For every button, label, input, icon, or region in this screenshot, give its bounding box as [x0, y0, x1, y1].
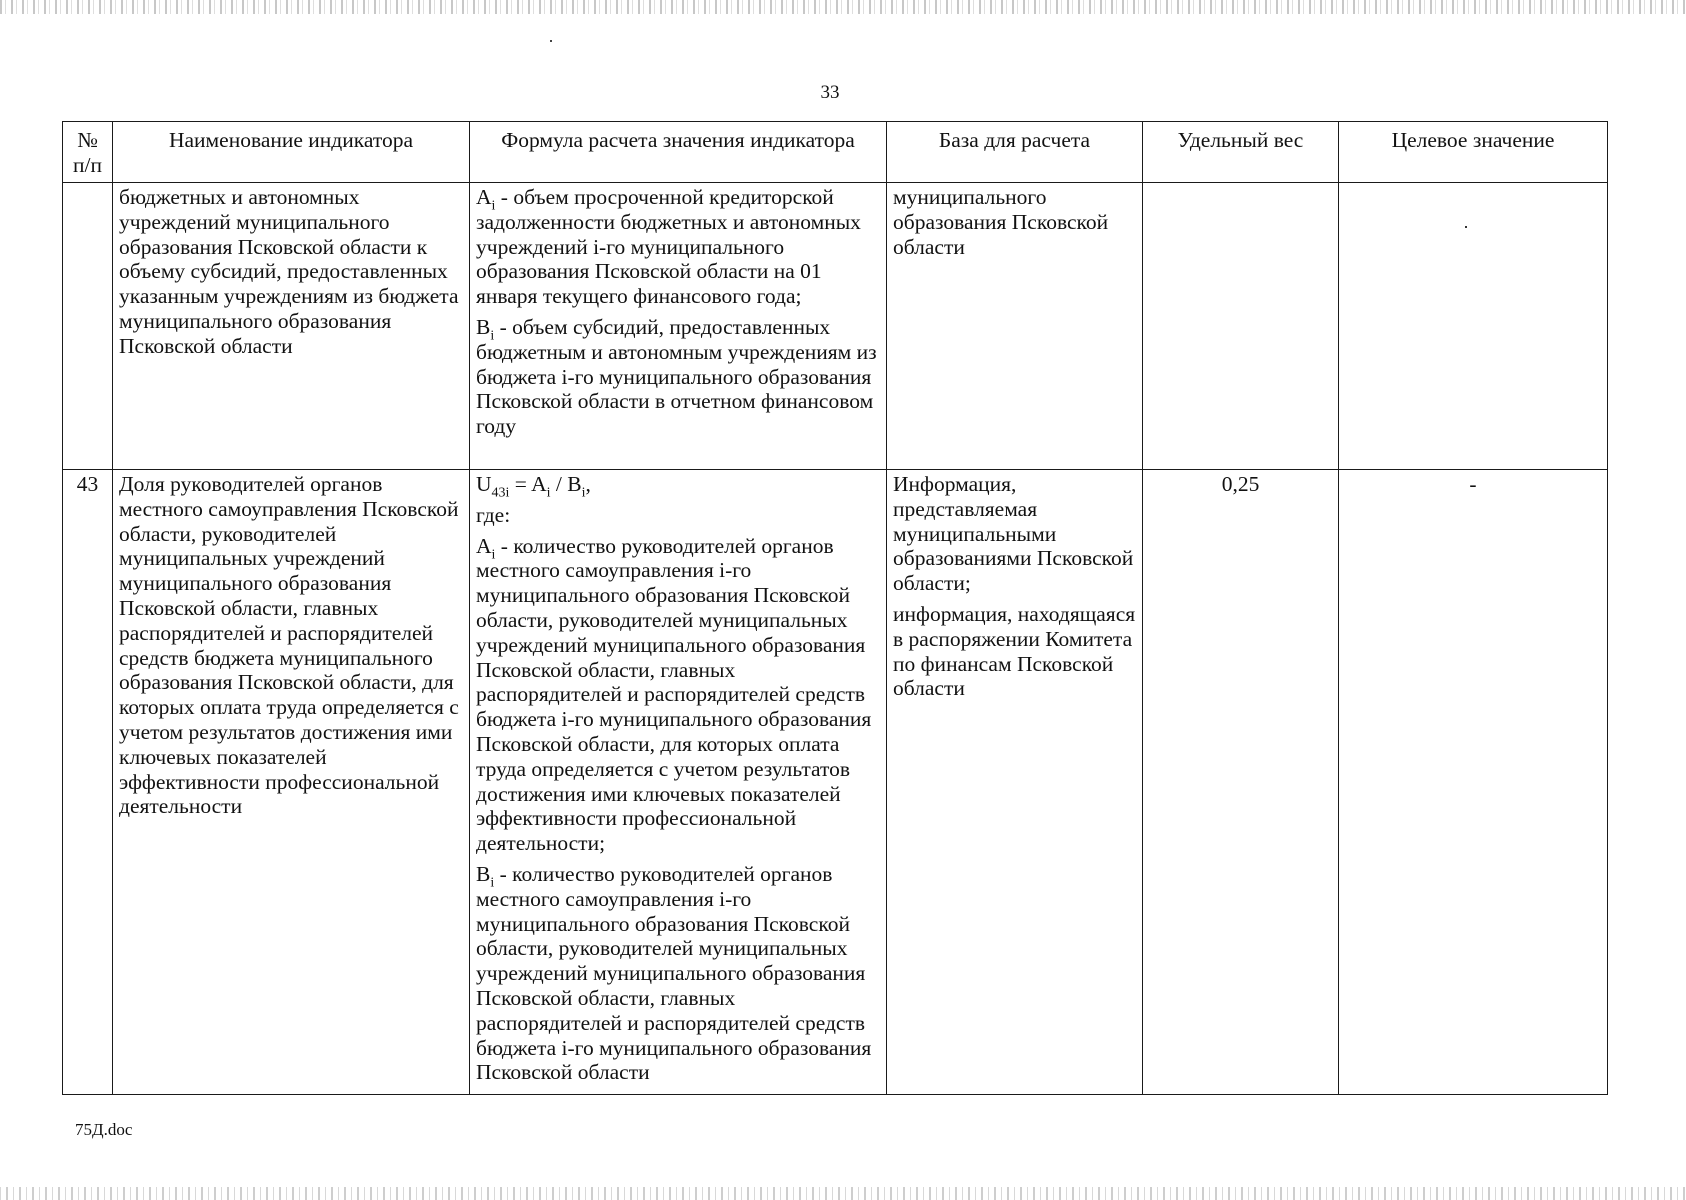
- formula-definition-b: $B_i$ - объем субсидий, предоставленных бюджетным и автономным учреждениям из бюджета i-го муниципального образования Псковской области в отчетном финансовом году: [476, 314, 877, 439]
- footer-filename: 75Д.doc: [75, 1120, 133, 1139]
- cell-num: [63, 183, 113, 470]
- formula-main: $U_{43i} = A_i / B_i$,: [476, 472, 591, 501]
- cell-target: -: [1339, 470, 1608, 1095]
- header-target: Целевое значение: [1339, 122, 1608, 183]
- header-num: № п/п: [63, 122, 113, 183]
- header-name: Наименование индикатора: [113, 122, 470, 183]
- scan-speck: [550, 40, 552, 42]
- header-weight: Удельный вес: [1143, 122, 1339, 183]
- scan-dot: [1465, 226, 1467, 228]
- indicator-table: [62, 121, 1608, 1095]
- formula-definition-a: $A_i$ - объем просроченной кредиторской задолженности бюджетных и автономных учреждений i-го муниципального образования Псковской области на 01 января текущего финансового года;: [476, 185, 861, 309]
- cell-num: 43: [63, 470, 113, 1095]
- cell-weight: [1143, 183, 1339, 470]
- cell-base: [887, 470, 1143, 1095]
- cell-formula: [470, 183, 887, 470]
- table-row-43: [63, 470, 1608, 1095]
- header-base: База для расчета: [887, 122, 1143, 183]
- cell-weight: 0,25: [1143, 470, 1339, 1095]
- page-number: 33: [820, 82, 840, 103]
- base-source-2: информация, находящаяся в распоряжении Комитета по финансам Псковской области: [893, 601, 1136, 701]
- formula-definition-a: $A_i$ - количество руководителей органов местного самоуправления i-го муниципального образования Псковской области, руководителей муниципальных учреждений муниципального образования Псковской области, главных распорядителей и распорядителей средств бюджета i-го муниципального образования Псковской области, для которых оплата труда определяется с учетом результатов достижения ими ключевых показателей эффективности профессиональной деятельности;: [476, 533, 872, 856]
- scan-edge-top: [0, 0, 1686, 14]
- cell-target: [1339, 183, 1608, 470]
- header-formula: Формула расчета значения индикатора: [470, 122, 887, 183]
- cell-formula: [470, 470, 887, 1095]
- base-source-1: Информация, представляемая муниципальными образованиями Псковской области;: [893, 472, 1134, 596]
- scan-edge-bottom: [0, 1187, 1686, 1200]
- formula-definition-b: $B_i$ - количество руководителей органов местного самоуправления i-го муниципального образования Псковской области, руководителей муниципальных учреждений муниципального образования Псковской области, главных распорядителей и распорядителей средств бюджета i-го муниципального образования Псковской области: [476, 861, 872, 1085]
- cell-indicator-name: Доля руководителей органов местного самоуправления Псковской области, руководителей муниципальных учреждений муниципального образования Псковской области, главных распорядителей и распорядителей средств бюджета муниципального образования Псковской области, для которых оплата труда определяется с учетом результатов достижения ими ключевых показателей эффективности профессиональной деятельности: [113, 470, 470, 1095]
- table-header-row: [63, 122, 1608, 183]
- table-row-continued: [63, 183, 1608, 470]
- cell-indicator-name: бюджетных и автономных учреждений муниципального образования Псковской области к объему субсидий, предоставленных указанным учреждениям из бюджета муниципального образования Псковской области: [113, 183, 470, 470]
- formula-where: где:: [476, 502, 511, 527]
- cell-base: муниципального образования Псковской области: [887, 183, 1143, 470]
